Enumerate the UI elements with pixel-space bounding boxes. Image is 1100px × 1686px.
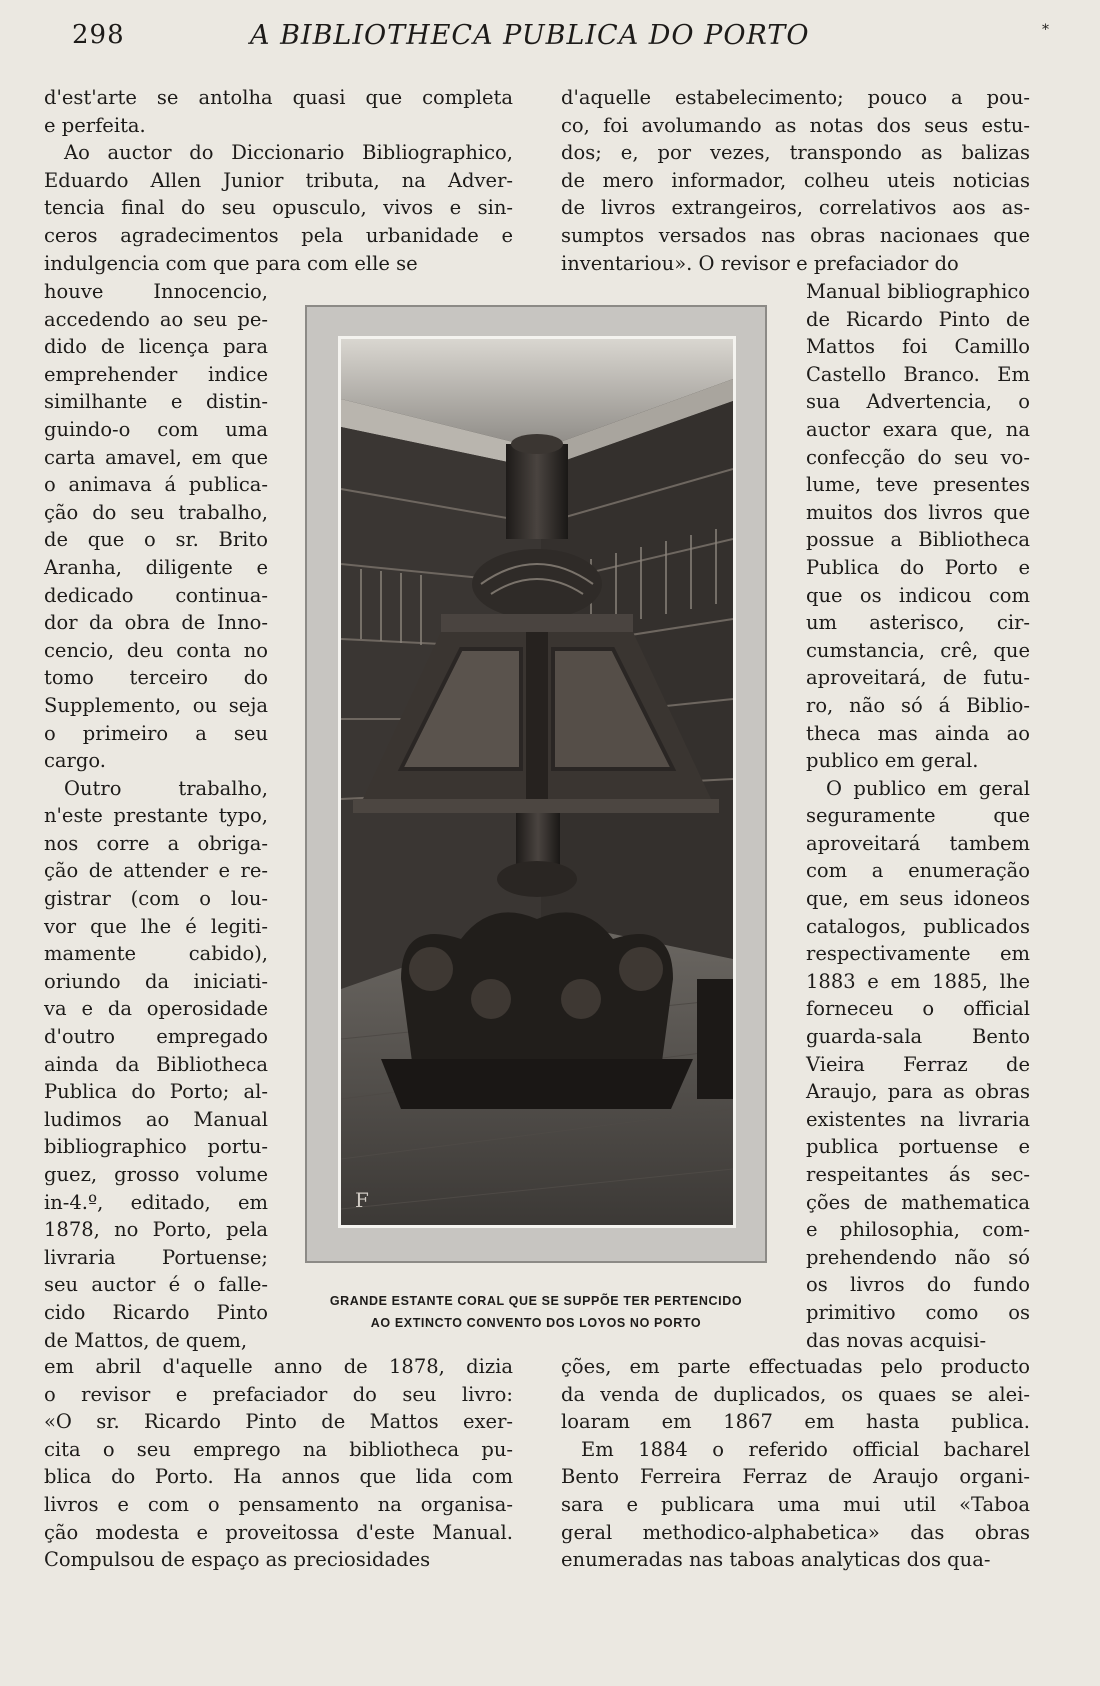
caption-line-2: AO EXTINCTO CONVENTO DOS LOYOS NO PORTO xyxy=(370,1316,702,1330)
text-line: confecção do seu vo- xyxy=(806,445,1030,469)
text-line: Supplemento, ou seja xyxy=(44,693,268,717)
text-line: Vieira Ferraz de xyxy=(806,1052,1030,1076)
text-line: dido de licença para xyxy=(44,335,268,359)
text-line: ções de mathematica xyxy=(806,1190,1030,1214)
text-line: forneceu o official xyxy=(806,997,1030,1021)
text-line: «O sr. Ricardo Pinto de Mattos exer- xyxy=(44,1410,513,1434)
text-line: da venda de duplicados, os quaes se alei- xyxy=(561,1382,1030,1406)
text-line: d'aquelle estabelecimento; pouco a pou- xyxy=(561,86,1030,109)
text-line: ainda da Bibliotheca xyxy=(44,1052,268,1076)
engraver-mark: F xyxy=(355,1188,369,1212)
text-line: similhante e distin- xyxy=(44,390,268,414)
text-line: d'est'arte se antolha quasi que completa xyxy=(44,86,513,109)
text-line: sua Advertencia, o xyxy=(806,390,1030,414)
text-line: cargo. xyxy=(44,749,106,773)
text-line: 1883 e em 1885, lhe xyxy=(806,969,1030,993)
text-line: sumptos versados nas obras nacionaes que xyxy=(561,223,1030,247)
text-line: sara e publicara uma mui util «Taboa xyxy=(561,1492,1030,1516)
text-line: dos; e, por vezes, transpondo as balizas xyxy=(561,141,1030,165)
text-line: Publica do Porto e xyxy=(806,555,1030,579)
text-line: Manual bibliographico xyxy=(806,280,1030,303)
corner-mark: * xyxy=(1042,22,1049,38)
text-line: os livros do fundo xyxy=(806,1273,1030,1297)
text-line: que, em seus idoneos xyxy=(806,887,1030,911)
text-line: carta amavel, em que xyxy=(44,445,268,469)
text-line: respectivamente em xyxy=(806,942,1030,966)
text-line: Outro trabalho, xyxy=(64,776,268,800)
text-line: lume, teve presentes xyxy=(806,473,1030,497)
text-line: ção de attender e re- xyxy=(44,859,268,883)
text-line: geral methodico-alphabetica» das obras xyxy=(561,1520,1030,1544)
text-line: houve Innocencio, xyxy=(44,280,268,303)
right-column-narrow xyxy=(806,278,1030,1354)
text-line: que os indicou com xyxy=(806,583,1030,607)
text-line: de Ricardo Pinto de xyxy=(806,307,1030,331)
figure-caption xyxy=(305,1290,767,1334)
text-line: emprehender indice xyxy=(44,362,268,386)
text-line: existentes na livraria xyxy=(806,1107,1030,1131)
text-line: primitivo como os xyxy=(806,1300,1030,1324)
text-line: blica do Porto. Ha annos que lida com xyxy=(44,1465,513,1489)
text-line: aproveitará, de futu- xyxy=(806,666,1030,690)
text-line: seguramente que xyxy=(806,804,1030,828)
bookstand-photograph xyxy=(338,336,736,1228)
text-line: tomo terceiro do xyxy=(44,666,268,690)
text-line: Ao auctor do Diccionario Bibliographico, xyxy=(64,141,513,165)
text-line: guindo-o com uma xyxy=(44,417,268,441)
text-line: ludimos ao Manual xyxy=(44,1107,268,1131)
text-line: auctor exara que, na xyxy=(806,417,1030,441)
text-line: em abril d'aquelle anno de 1878, dizia xyxy=(44,1355,513,1378)
text-line: enumeradas nas taboas analyticas dos qua- xyxy=(561,1548,991,1572)
text-line: Eduardo Allen Junior tributa, na Adver- xyxy=(44,168,513,192)
text-line: dedicado continua- xyxy=(44,583,268,607)
library-illustration xyxy=(341,339,733,1225)
text-line: livraria Portuense; xyxy=(44,1245,268,1269)
text-line: aproveitará tambem xyxy=(806,831,1030,855)
text-line: seu auctor é o falle- xyxy=(44,1273,268,1297)
text-line: o primeiro a seu xyxy=(44,721,268,745)
text-line: muitos dos livros que xyxy=(806,500,1030,524)
text-line: ção modesta e proveitossa d'este Manual. xyxy=(44,1520,513,1544)
text-line: O publico em geral xyxy=(826,776,1030,800)
text-line: indulgencia com que para com elle se xyxy=(44,251,418,275)
text-line: vor que lhe é legiti- xyxy=(44,914,268,938)
text-line: de que o sr. Brito xyxy=(44,528,268,552)
text-line: Bento Ferreira Ferraz de Araujo organi- xyxy=(561,1465,1030,1489)
text-line: cencio, deu conta no xyxy=(44,638,268,662)
text-line: de mero informador, colheu uteis noticias xyxy=(561,168,1030,192)
text-line: n'este prestante typo, xyxy=(44,804,268,828)
text-line: Aranha, diligente e xyxy=(44,555,268,579)
right-column-top xyxy=(561,84,1030,277)
text-line: publica portuense e xyxy=(806,1135,1030,1159)
text-line: oriundo da iniciati- xyxy=(44,969,268,993)
text-line: Em 1884 o referido official bacharel xyxy=(581,1437,1030,1461)
text-line: inventariou». O revisor e prefaciador do xyxy=(561,251,959,275)
text-line: nos corre a obriga- xyxy=(44,831,268,855)
text-line: gistrar (com o lou- xyxy=(44,887,268,911)
text-line: e perfeita. xyxy=(44,113,146,137)
text-line: um asterisco, cir- xyxy=(806,611,1030,635)
right-column-bottom xyxy=(561,1353,1030,1574)
left-column-narrow xyxy=(44,278,268,1354)
text-line: loaram em 1867 em hasta publica. xyxy=(561,1410,1030,1434)
text-line: accedendo ao seu pe- xyxy=(44,307,268,331)
text-line: co, foi avolumando as notas dos seus estu- xyxy=(561,113,1030,137)
text-line: d'outro empregado xyxy=(44,1025,268,1049)
text-line: cita o seu emprego na bibliotheca pu- xyxy=(44,1437,513,1461)
text-line: o animava á publica- xyxy=(44,473,268,497)
text-line: Araujo, para as obras xyxy=(806,1080,1030,1104)
text-line: ções, em parte effectuadas pelo producto xyxy=(561,1355,1030,1378)
text-line: ção do seu trabalho, xyxy=(44,500,268,524)
text-line: Publica do Porto; al- xyxy=(44,1080,268,1104)
text-line: theca mas ainda ao xyxy=(806,721,1030,745)
text-line: catalogos, publicados xyxy=(806,914,1030,938)
text-line: livros e com o pensamento na organisa- xyxy=(44,1492,513,1516)
text-line: cumstancia, crê, que xyxy=(806,638,1030,662)
text-line: va e da operosidade xyxy=(44,997,268,1021)
text-line: respeitantes ás sec- xyxy=(806,1163,1030,1186)
text-line: ceros agradecimentos pela urbanidade e xyxy=(44,223,513,247)
text-line: com a enumeração xyxy=(806,859,1030,883)
text-line: guez, grosso volume xyxy=(44,1163,268,1186)
text-line: tencia final do seu opusculo, vivos e sin- xyxy=(44,196,513,220)
left-column-top xyxy=(44,84,513,277)
text-line: prehendendo não só xyxy=(806,1245,1030,1269)
text-line: in-4.º, editado, em xyxy=(44,1190,268,1214)
running-title: A BIBLIOTHECA PUBLICA DO PORTO xyxy=(250,20,810,51)
text-line: Castello Branco. Em xyxy=(806,362,1030,386)
text-line: cido Ricardo Pinto xyxy=(44,1300,268,1324)
text-line: guarda-sala Bento xyxy=(806,1025,1030,1049)
text-line: ro, não só á Biblio- xyxy=(806,693,1030,717)
text-line: publico em geral. xyxy=(806,749,979,773)
text-line: de Mattos, de quem, xyxy=(44,1328,248,1352)
text-line: o revisor e prefaciador do seu livro: xyxy=(44,1382,513,1406)
left-column-bottom xyxy=(44,1353,513,1574)
text-line: de livros extrangeiros, correlativos aos as- xyxy=(561,196,1030,220)
text-line: possue a Bibliotheca xyxy=(806,528,1030,552)
text-line: Mattos foi Camillo xyxy=(806,335,1030,359)
text-line: das novas acquisi- xyxy=(806,1328,987,1352)
text-line: bibliographico portu- xyxy=(44,1135,268,1159)
text-line: e philosophia, com- xyxy=(806,1218,1030,1242)
page-number: 298 xyxy=(72,20,125,50)
text-line: dor da obra de Inno- xyxy=(44,611,268,635)
text-line: Compulsou de espaço as preciosidades xyxy=(44,1548,431,1572)
text-line: 1878, no Porto, pela xyxy=(44,1218,268,1242)
text-line: mamente cabido), xyxy=(44,942,268,966)
caption-line-1: GRANDE ESTANTE CORAL QUE SE SUPPÕE TER PERTENCIDO xyxy=(329,1294,743,1308)
